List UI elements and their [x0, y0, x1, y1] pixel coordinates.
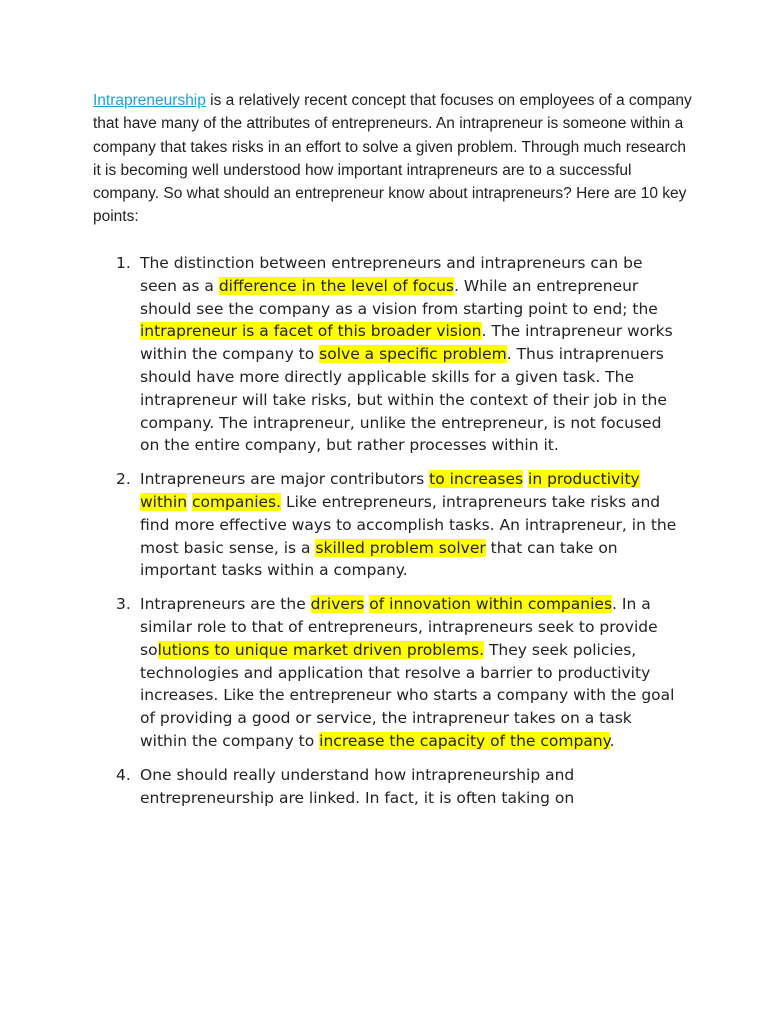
- item-text: . Thus intraprenuers should have more directly applicable skills for a given task. The intrapreneur will take risks, but within the context of their job in the company. The intrapreneur, unlike the entrepreneur, is not focused on the entire company, but rather processes within it.: [140, 345, 667, 455]
- item-text: . While an entrepreneur should see the company as a vision from starting point to end; the: [140, 276, 658, 318]
- item-text: that can take on important tasks within a company.: [140, 538, 618, 580]
- highlighted-text: intrapreneur is a facet of this broader vision: [140, 322, 482, 341]
- intrapreneurship-link[interactable]: Intrapreneurship: [93, 92, 206, 109]
- item-text: . The intrapreneur works within the company to: [140, 322, 673, 364]
- highlighted-text: drivers: [310, 595, 365, 614]
- item-text: Like entrepreneurs, intrapreneurs take risks and find more effective ways to accomplish tasks. An intrapreneur, in the most basic sense, is a: [140, 492, 677, 557]
- item-text: The distinction between entrepreneurs and intrapreneurs can be seen as a: [140, 254, 643, 295]
- highlighted-text: to increases: [429, 470, 524, 489]
- list-item-number: 2.: [116, 470, 131, 489]
- intro-paragraph: [93, 89, 693, 229]
- highlighted-text: of innovation within companies: [369, 595, 613, 614]
- item-text: Intrapreneurs are the: [140, 595, 311, 614]
- list-item: [116, 468, 680, 582]
- list-item: [116, 252, 680, 457]
- intro-text: is a relatively recent concept that focuses on employees of a company that have many of the attributes of entrepreneurs. An intrapreneur is someone within a company that takes risks in an effort to solve a given problem. Through much research it is becoming well understood how important intrapreneurs are to a successful company. So what should an entrepreneur know about intrapreneurs? Here are 10 key points:: [93, 92, 692, 226]
- highlighted-text: difference in the level of focus: [218, 276, 454, 295]
- list-item-number: 1.: [116, 254, 131, 272]
- item-text: They seek policies, technologies and application that resolve a barrier to productivity increases. Like the entrepreneur who starts a company with the goal of providing a good or service, the intrapreneur takes on a task within the company to: [140, 640, 675, 750]
- highlighted-text: lutions to unique market driven problems.: [157, 640, 485, 659]
- list-item-number: 4.: [116, 765, 131, 784]
- highlighted-text: solve a specific problem: [319, 345, 507, 364]
- item-text: . In a similar role to that of entrepreneurs, intrapreneurs seek to provide so: [140, 595, 658, 659]
- item-text: Intrapreneurs are major contributors: [140, 470, 430, 489]
- highlighted-text: skilled problem solver: [315, 538, 486, 557]
- key-points-list: [116, 252, 680, 820]
- item-text: .: [609, 731, 615, 750]
- list-item-number: 3.: [116, 595, 131, 614]
- list-item: [116, 764, 680, 810]
- highlighted-text: in productivity within: [140, 470, 640, 511]
- highlighted-text: companies.: [191, 492, 282, 511]
- item-text: One should really understand how intrapreneurship and entrepreneurship are linked. In fact, it is often taking on: [140, 765, 575, 807]
- highlighted-text: increase the capacity of the company: [319, 731, 610, 750]
- list-item: [116, 593, 680, 753]
